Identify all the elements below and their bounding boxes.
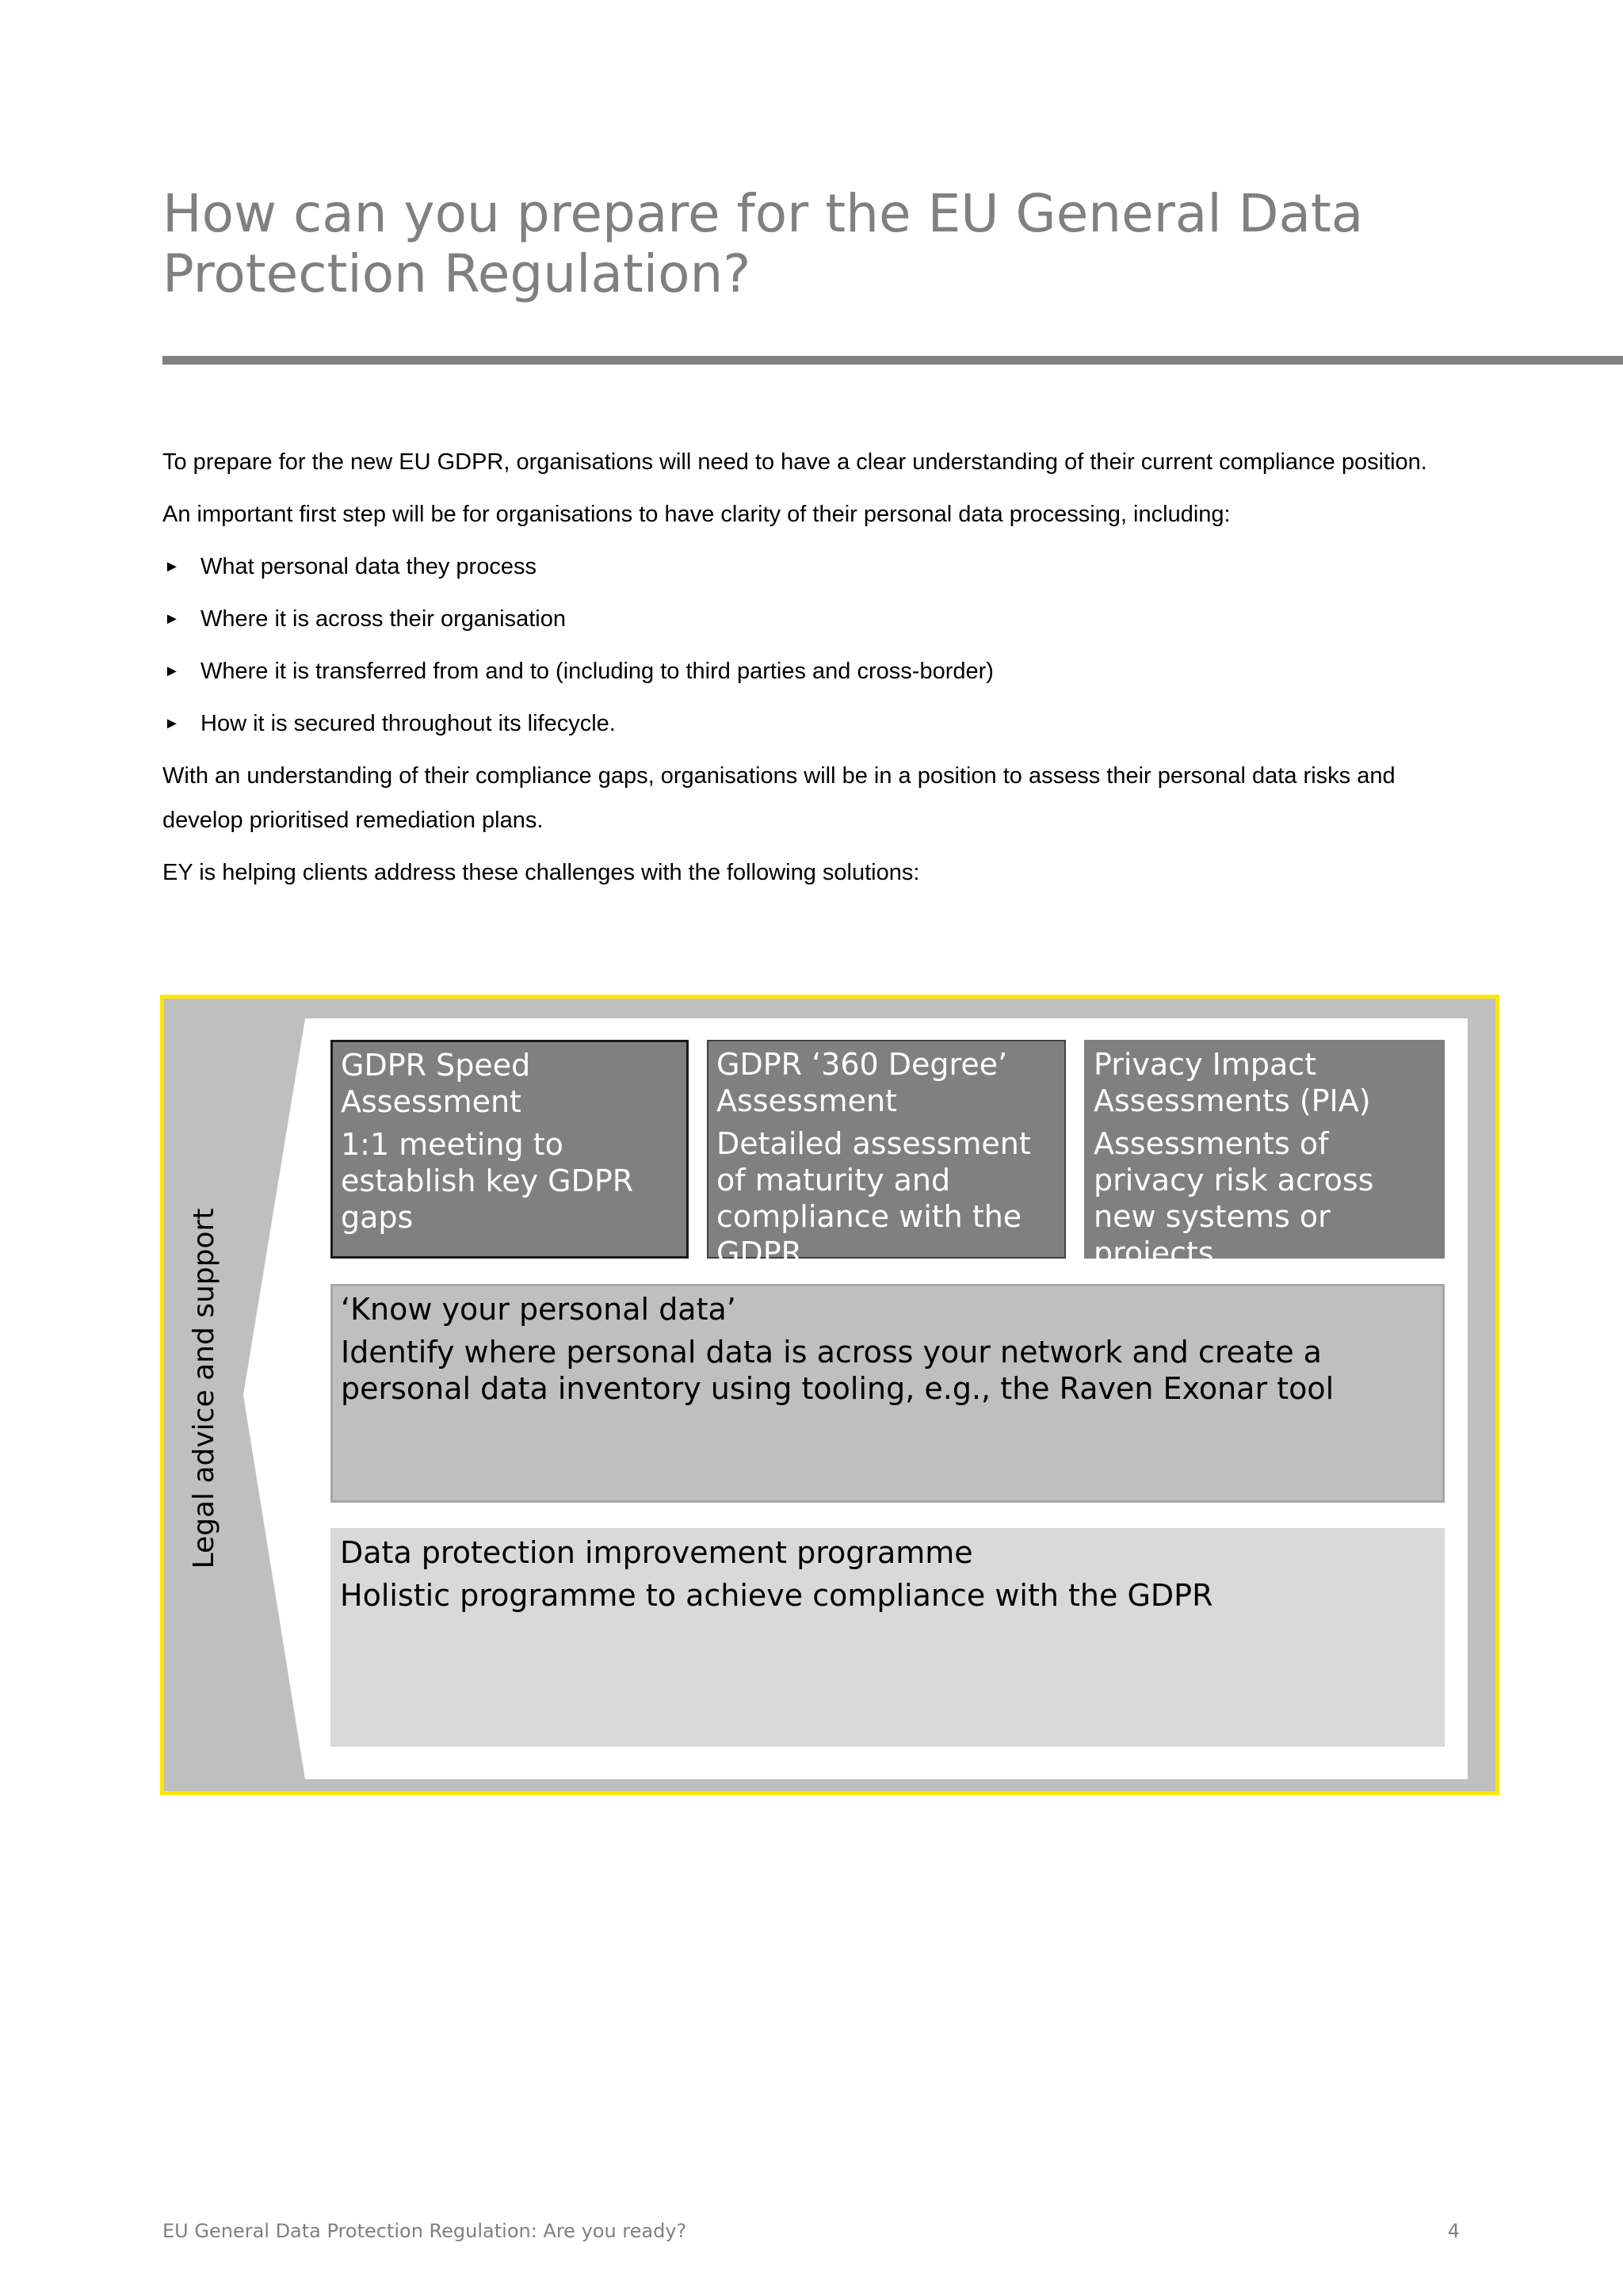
legal-advice-label: Legal advice and support [188, 1208, 220, 1569]
triangle-right-icon: ► [164, 715, 180, 732]
footer-document-title: EU General Data Protection Regulation: Are you ready? [162, 2220, 687, 2242]
intro-paragraph-4: EY is helping clients address these challenges with the following solutions: [162, 860, 920, 885]
intro-section [162, 440, 1478, 903]
list-item [162, 649, 1478, 693]
speed-assessment-box [330, 1040, 689, 1259]
box-title: Privacy Impact Assessments (PIA) [1094, 1047, 1371, 1118]
box-description: Assessments of privacy risk across new systems or projects [1094, 1126, 1374, 1270]
box-description: Holistic programme to achieve compliance with the GDPR [340, 1578, 1213, 1613]
improvement-programme-box [330, 1528, 1445, 1747]
title-divider [162, 356, 1623, 365]
list-item-text: Where it is across their organisation [200, 606, 566, 632]
box-title: GDPR Speed Assessment [341, 1048, 531, 1119]
page-title [162, 184, 1510, 304]
list-item-text: How it is secured throughout its lifecycle. [200, 711, 616, 736]
page-title-line-2: Protection Regulation? [162, 243, 751, 304]
list-item [162, 701, 1478, 746]
list-item-text: Where it is transferred from and to (including to third parties and cross-border) [200, 659, 994, 684]
box-description: Detailed assessment of maturity and compliance with the GDPR [716, 1126, 1031, 1270]
360-degree-assessment-box [707, 1040, 1066, 1270]
intro-paragraph-1: To prepare for the new EU GDPR, organisations will need to have a clear understanding of their current compliance position. [162, 449, 1427, 475]
list-item-text: What personal data they process [200, 554, 537, 579]
footer-page-number: 4 [1447, 2220, 1460, 2242]
box-description: Identify where personal data is across your network and create a personal data inventory using tooling, e.g., the Raven Exonar tool [341, 1335, 1335, 1406]
box-description: 1:1 meeting to establish key GDPR gaps [341, 1127, 634, 1235]
list-item [162, 597, 1478, 641]
know-your-data-box [330, 1284, 1445, 1503]
box-title: GDPR ‘360 Degree’ Assessment [716, 1047, 1008, 1118]
list-item [162, 544, 1478, 589]
triangle-right-icon: ► [164, 610, 180, 628]
box-title: Data protection improvement programme [340, 1535, 973, 1570]
intro-paragraph-2: An important first step will be for organisations to have clarity of their personal data processing, including: [162, 502, 1231, 527]
processing-bullet-list [162, 544, 1478, 746]
page-title-line-1: How can you prepare for the EU General Data [162, 183, 1364, 244]
intro-paragraph-3: With an understanding of their compliance gaps, organisations will be in a position to assess their personal data risks and develop prioritised remediation plans. [162, 763, 1396, 833]
triangle-right-icon: ► [164, 663, 180, 680]
privacy-impact-assessment-box [1084, 1040, 1445, 1270]
box-title: ‘Know your personal data’ [341, 1292, 736, 1327]
triangle-right-icon: ► [164, 558, 180, 575]
